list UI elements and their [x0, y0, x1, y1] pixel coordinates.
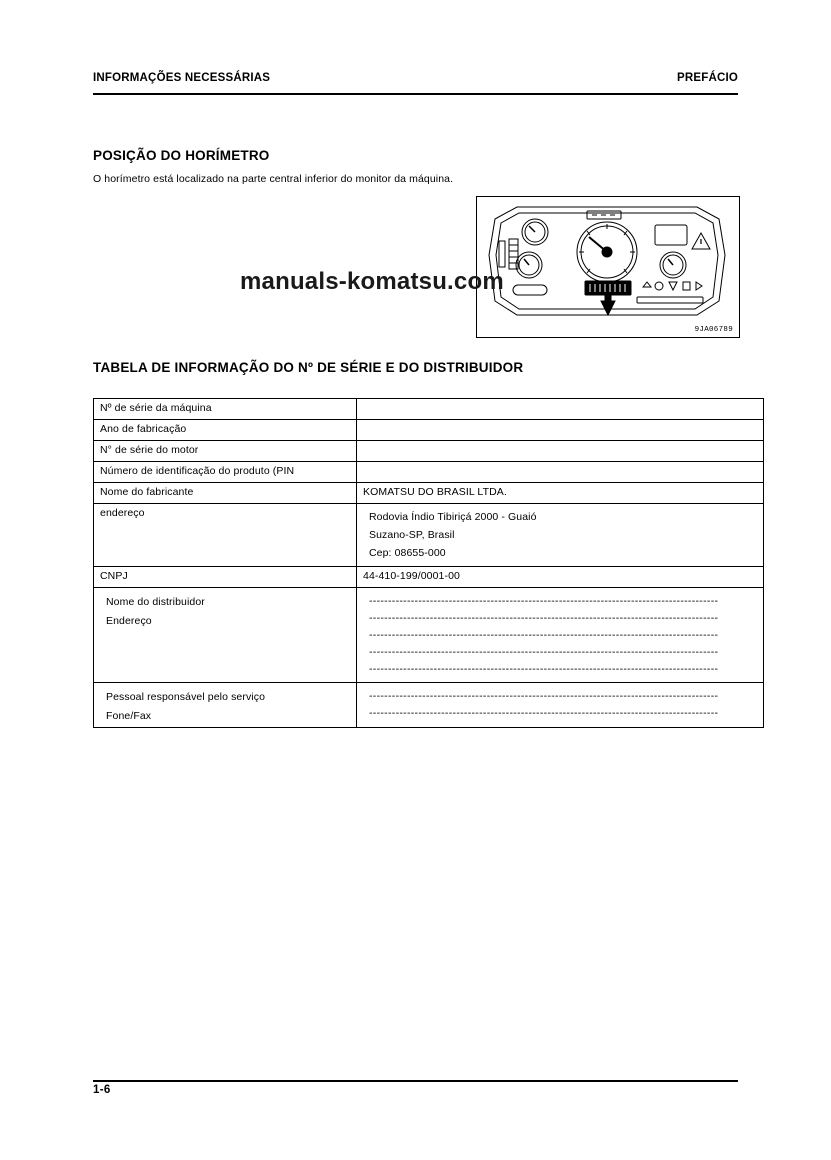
- distributor-address-label: Endereço: [106, 615, 152, 627]
- monitor-panel-figure: [476, 196, 740, 338]
- address-line: Cep: 08655-000: [369, 547, 446, 559]
- row-label: CNPJ: [94, 567, 357, 588]
- row-value: 44-410-199/0001-00: [357, 567, 764, 588]
- fill-line[interactable]: --------------------------------------------------------------------------------------------: [369, 612, 719, 624]
- row-label: Nº de série da máquina: [94, 399, 357, 420]
- service-labels: [94, 683, 357, 728]
- serial-table-section-title: TABELA DE INFORMAÇÃO DO Nº DE SÉRIE E DO DISTRIBUIDOR: [93, 360, 524, 375]
- page-number: 1-6: [93, 1084, 111, 1096]
- row-label: Ano de fabricação: [94, 420, 357, 441]
- row-value[interactable]: [357, 462, 764, 483]
- table-row: [94, 483, 764, 504]
- service-person-label: Pessoal responsável pelo serviço: [106, 691, 266, 703]
- watermark-text: manuals-komatsu.com: [240, 268, 504, 295]
- fill-line[interactable]: --------------------------------------------------------------------------------------------: [369, 690, 719, 702]
- address-line: Rodovia Índio Tibiriçá 2000 - Guaió: [369, 511, 537, 523]
- table-row: [94, 462, 764, 483]
- address-line: Suzano-SP, Brasil: [369, 529, 455, 541]
- row-value-address: [357, 504, 764, 567]
- table-row: [94, 399, 764, 420]
- distributor-name-label: Nome do distribuidor: [106, 596, 205, 608]
- fill-line[interactable]: --------------------------------------------------------------------------------------------: [369, 595, 719, 607]
- table-row-distributor: [94, 588, 764, 683]
- phone-fax-label: Fone/Fax: [106, 710, 152, 722]
- distributor-fill-lines[interactable]: [357, 588, 764, 683]
- table-row: [94, 504, 764, 567]
- row-label: Nome do fabricante: [94, 483, 357, 504]
- row-label: endereço: [94, 504, 357, 567]
- row-label: N° de série do motor: [94, 441, 357, 462]
- header-divider: [93, 93, 738, 95]
- row-label: Número de identificação do produto (PIN: [94, 462, 357, 483]
- fill-line[interactable]: --------------------------------------------------------------------------------------------: [369, 646, 719, 658]
- header-left-title: INFORMAÇÕES NECESSÁRIAS: [93, 72, 271, 84]
- hourmeter-section-title: POSIÇÃO DO HORÍMETRO: [93, 148, 270, 163]
- table-row: [94, 420, 764, 441]
- row-value: KOMATSU DO BRASIL LTDA.: [357, 483, 764, 504]
- table-row: [94, 567, 764, 588]
- row-value[interactable]: [357, 441, 764, 462]
- footer-divider: [93, 1080, 738, 1082]
- fill-line[interactable]: --------------------------------------------------------------------------------------------: [369, 629, 719, 641]
- row-value[interactable]: [357, 420, 764, 441]
- hourmeter-section-body: O horímetro está localizado na parte central inferior do monitor da máquina.: [93, 173, 454, 185]
- serial-and-distributor-table: [93, 398, 764, 728]
- fill-line[interactable]: --------------------------------------------------------------------------------------------: [369, 663, 719, 675]
- table-row: [94, 441, 764, 462]
- distributor-labels: [94, 588, 357, 683]
- figure-code: 9JA06789: [694, 326, 733, 334]
- page-header: [93, 72, 738, 84]
- table-row-service: [94, 683, 764, 728]
- row-value[interactable]: [357, 399, 764, 420]
- fill-line[interactable]: --------------------------------------------------------------------------------------------: [369, 707, 719, 719]
- header-right-title: PREFÁCIO: [676, 72, 738, 84]
- service-fill-lines[interactable]: [357, 683, 764, 728]
